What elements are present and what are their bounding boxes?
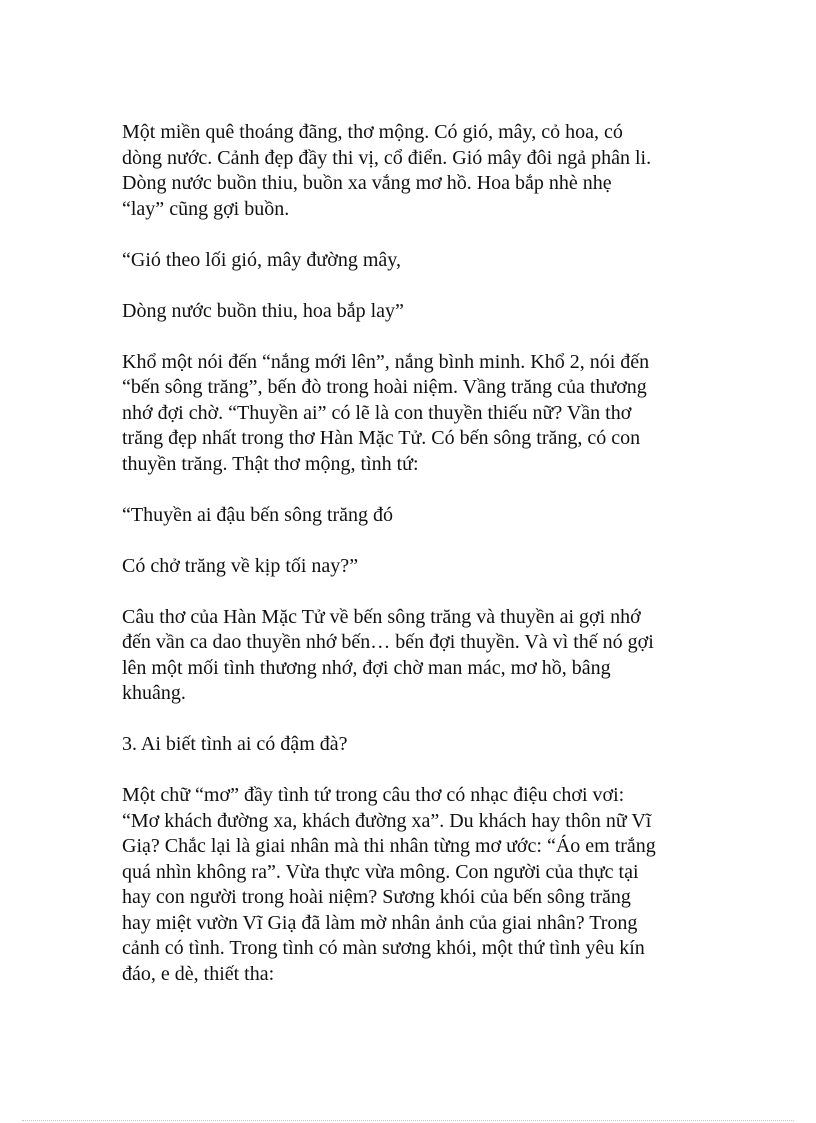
document-body [122, 120, 702, 1013]
page-bottom-divider [22, 1120, 794, 1121]
poem-line-1: “Gió theo lối gió, mây đường mây, [122, 248, 401, 271]
poem-line-3: “Thuyền ai đậu bến sông trăng đó [122, 503, 394, 526]
paragraph-intro: Một miền quê thoáng đãng, thơ mộng. Có gió, mây, cỏ hoa, có dòng nước. Cảnh đẹp đầy thi vị, cổ điển. Gió mây đôi ngả phân li. Dòng nước buồn thiu, buồn xa vắng mơ hồ. Hoa bắp nhè nhẹ “lay” cũng gợi buồn. [122, 121, 652, 220]
section-heading: 3. Ai biết tình ai có đậm đà? [122, 733, 348, 755]
poem-line-2: Dòng nước buồn thiu, hoa bắp lay” [122, 299, 404, 322]
paragraph-kho-mot: Khổ một nói đến “nắng mới lên”, nắng bình minh. Khổ 2, nói đến “bến sông trăng”, bến đò trong hoài niệm. Vầng trăng của thương nhớ đợi chờ. “Thuyền ai” có lẽ là con thuyền thiếu nữ? Vần thơ trăng đẹp nhất trong thơ Hàn Mặc Tử. Có bến sông trăng, có con thuyền trăng. Thật thơ mộng, tình tứ: [122, 350, 650, 475]
paragraph-mot-chu-mo: Một chữ “mơ” đầy tình tứ trong câu thơ có nhạc điệu chơi vơi: “Mơ khách đường xa, khách đường xa”. Du khách hay thôn nữ Vĩ Giạ? Chắc lại là giai nhân mà thi nhân từng mơ ước: “Áo em trắng quá nhìn không ra”. Vừa thực vừa mông. Con người của thực tại hay con người trong hoài niệm? Sương khói của bến sông trăng hay miệt vườn Vĩ Giạ đã làm mờ nhân ảnh của giai nhân? Trong cảnh có tình. Trong tình có màn sương khói, một thứ tình yêu kín đáo, e dè, thiết tha: [122, 784, 656, 985]
poem-line-4: Có chở trăng về kịp tối nay?” [122, 554, 359, 577]
paragraph-cau-tho: Câu thơ của Hàn Mặc Tử về bến sông trăng và thuyền ai gợi nhớ đến vần ca dao thuyền nhớ bến… bến đợi thuyền. Và vì thế nó gợi lên một mối tình thương nhớ, đợi chờ man mác, mơ hồ, bâng khuâng. [122, 605, 654, 704]
